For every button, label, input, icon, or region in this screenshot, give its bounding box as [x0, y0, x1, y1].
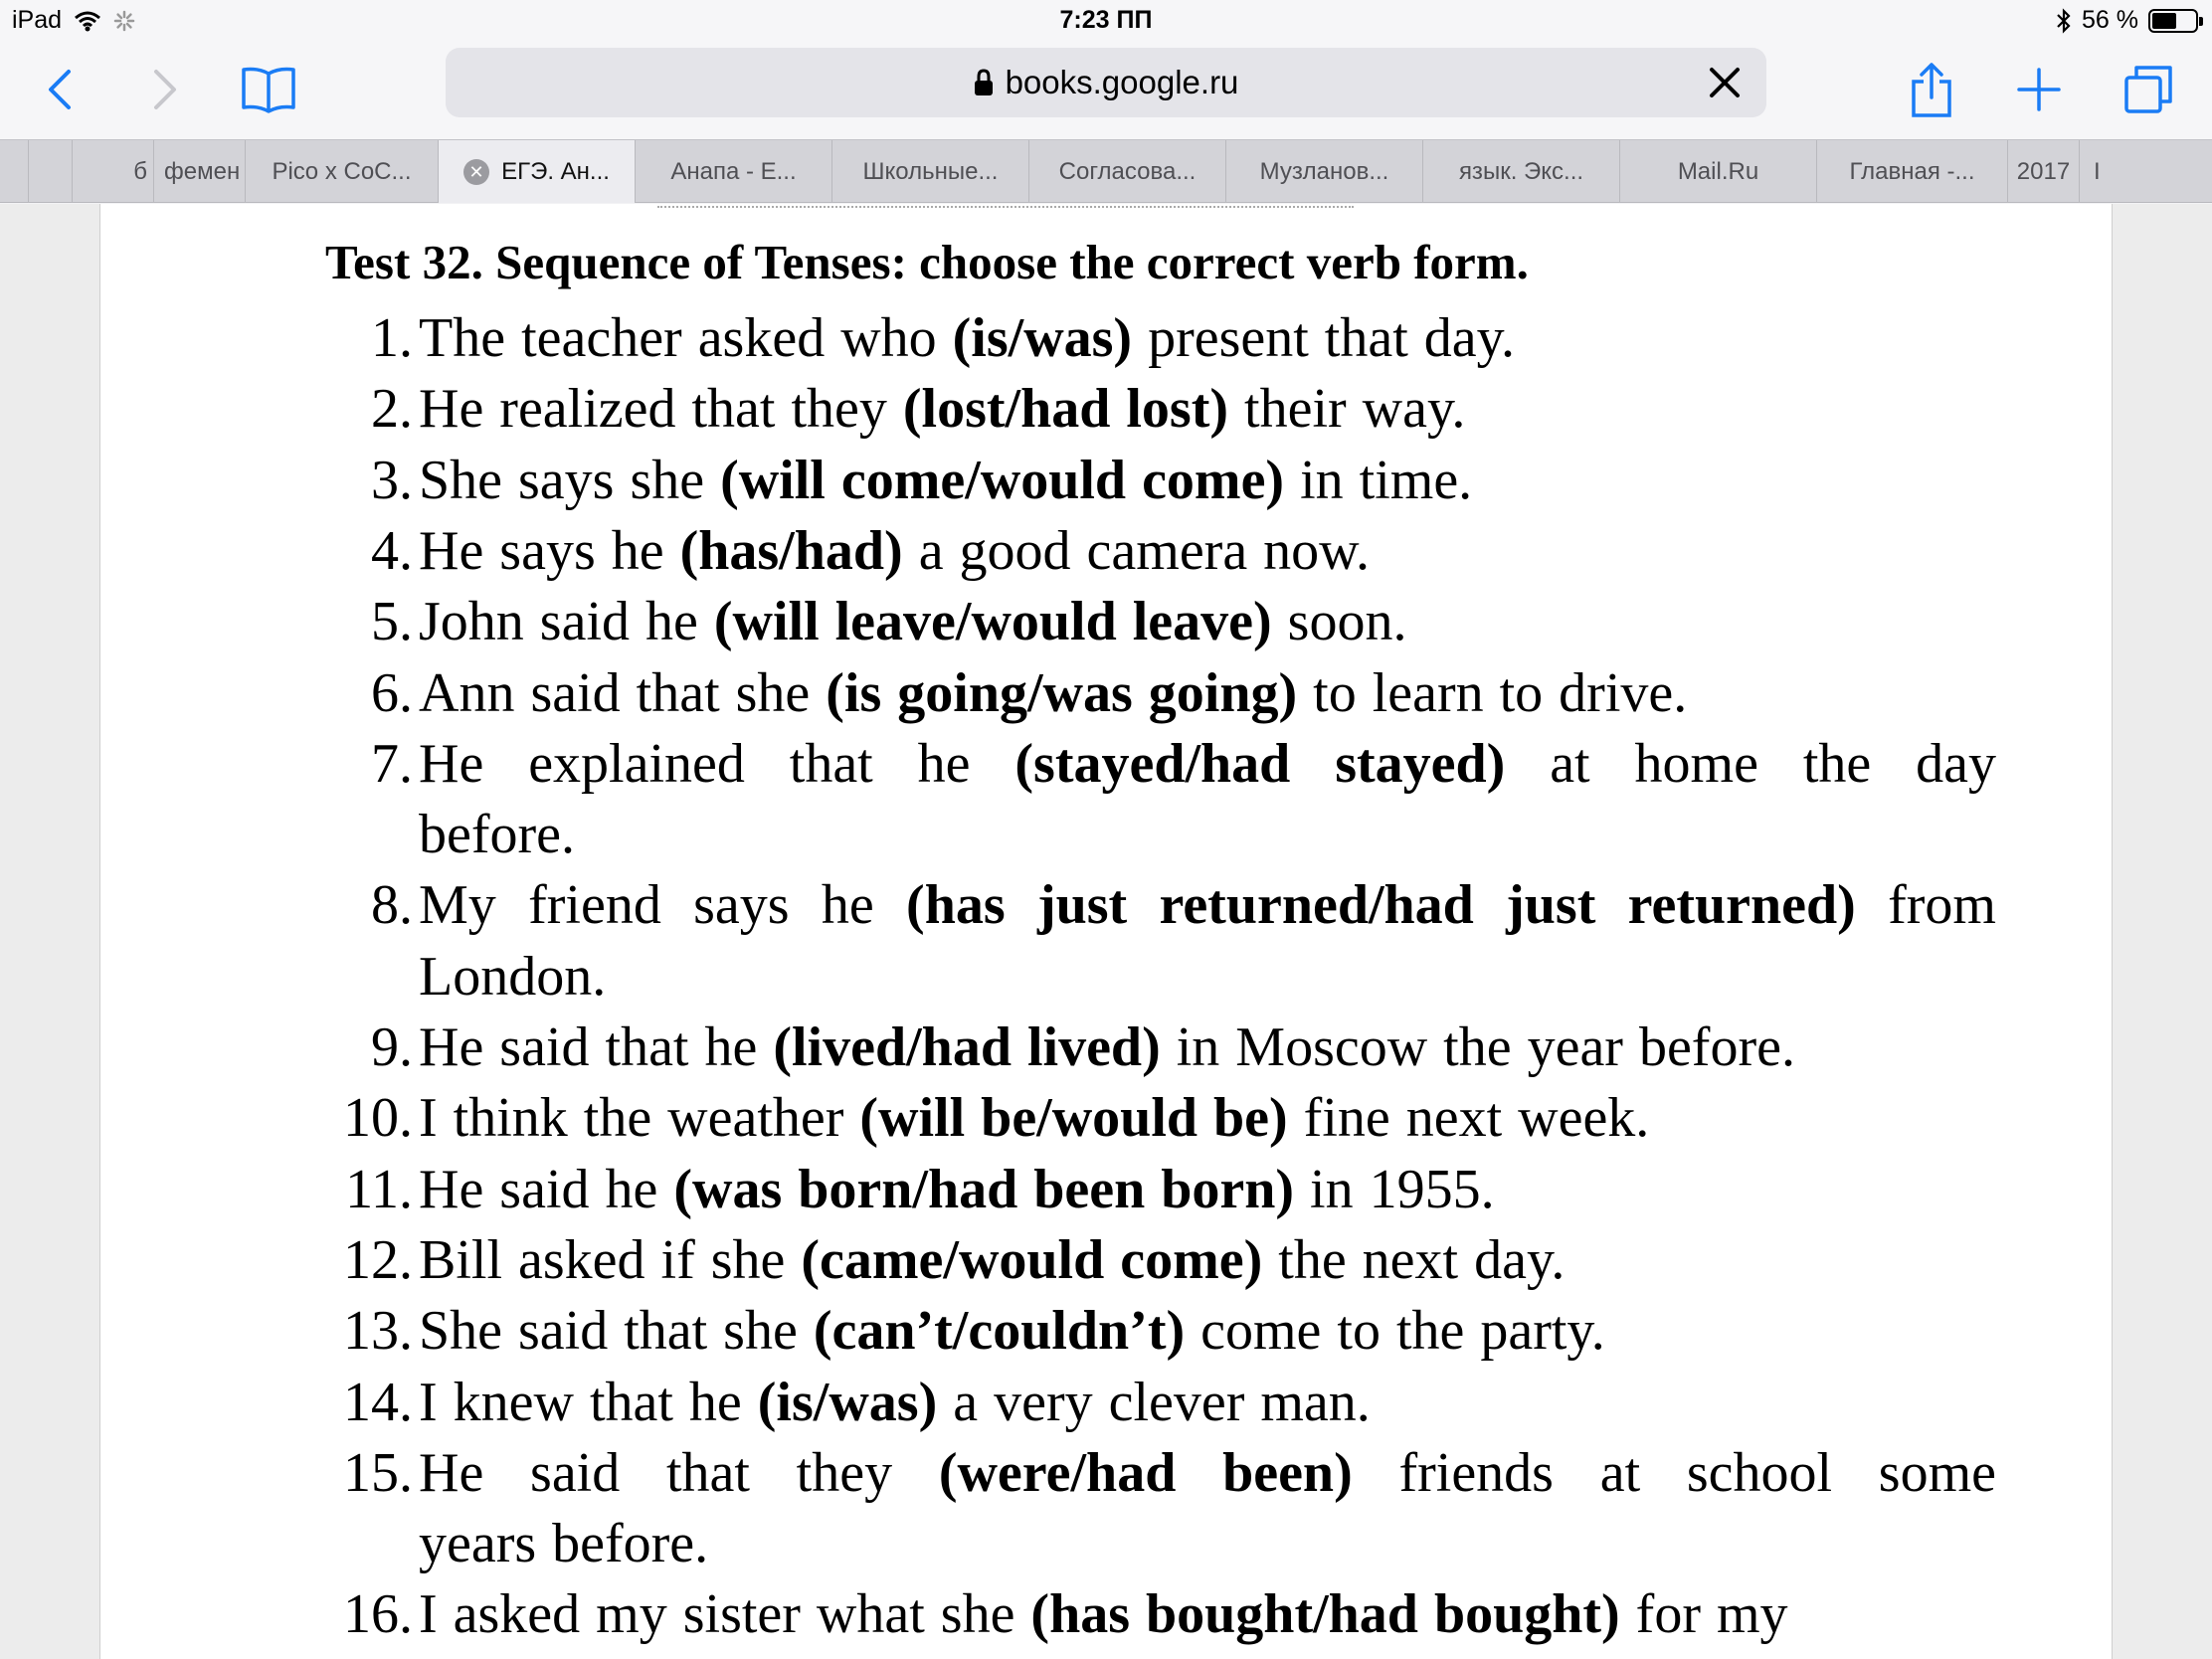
tab-item[interactable]	[2007, 140, 2079, 203]
tab-item[interactable]	[1028, 140, 1225, 203]
answer-choice: (were/had been)	[938, 1441, 1353, 1504]
tab-item[interactable]	[635, 140, 831, 203]
answer-choice: (was born/had been born)	[673, 1158, 1295, 1220]
new-tab-button[interactable]	[2003, 54, 2075, 125]
question-text: I knew that he (is/was) a very clever man.	[419, 1371, 1371, 1433]
tab-item[interactable]	[1225, 140, 1422, 203]
tab-item[interactable]	[245, 140, 438, 203]
answer-choice: (will come/would come)	[720, 449, 1285, 511]
answer-choice: (is/was)	[757, 1371, 938, 1433]
question-number: 1.	[371, 307, 413, 369]
question-item	[100, 1368, 2113, 1438]
forward-button[interactable]	[129, 54, 201, 125]
bluetooth-icon	[2056, 8, 2072, 34]
tab-item[interactable]	[831, 140, 1028, 203]
url-text: books.google.ru	[1005, 64, 1239, 100]
tab-label: 2017	[2016, 157, 2071, 185]
tab-edge	[0, 140, 28, 203]
question-text: The teacher asked who (is/was) present that day.	[419, 307, 1515, 369]
question-text: He realized that they (lost/had lost) their way.	[419, 378, 1466, 441]
question-text-continued: London.	[419, 945, 607, 1008]
book-page	[99, 204, 2113, 1659]
question-item	[100, 1225, 2113, 1296]
question-continuation	[100, 1509, 2113, 1579]
question-text: Bill asked if she (came/would come) the next day.	[419, 1228, 1566, 1291]
question-number: 5.	[371, 591, 413, 653]
book-icon	[240, 66, 297, 113]
question-number: 6.	[371, 661, 413, 724]
question-item	[100, 729, 2113, 800]
share-button[interactable]	[1896, 54, 1967, 125]
tab-label: б	[133, 157, 147, 185]
device-name: iPad	[12, 6, 63, 34]
tab-label: Согласова...	[1058, 157, 1197, 185]
clear-url-button[interactable]	[1701, 59, 1749, 106]
question-number: 16.	[343, 1583, 413, 1646]
plus-icon	[2017, 68, 2061, 111]
question-number: 3.	[371, 449, 413, 511]
web-content	[0, 204, 2212, 1659]
question-number: 9.	[371, 1016, 413, 1078]
tab-label: Главная -...	[1849, 157, 1975, 185]
question-number: 15.	[343, 1441, 413, 1504]
answer-choice: (has/had)	[679, 519, 903, 582]
tab-label: фемен	[164, 157, 241, 185]
answer-choice: (has just returned/had just returned)	[906, 874, 1856, 937]
tab-item[interactable]	[153, 140, 245, 203]
answer-choice: (is/was)	[952, 307, 1133, 369]
lock-icon	[974, 69, 994, 96]
answer-choice: (is going/was going)	[826, 661, 1298, 724]
question-text: She said that she (can’t/couldn’t) come to the party.	[419, 1300, 1605, 1363]
tab-item	[28, 140, 72, 203]
question-item	[100, 1296, 2113, 1367]
question-continuation	[100, 942, 2113, 1013]
question-item	[100, 870, 2113, 941]
answer-choice: (stayed/had stayed)	[1014, 732, 1506, 795]
question-text: John said he (will leave/would leave) soon.	[419, 591, 1407, 653]
bookmarks-button[interactable]	[233, 54, 304, 125]
question-item	[100, 1579, 2113, 1650]
status-right	[2056, 6, 2198, 35]
status-time: 7:23 ПП	[1059, 6, 1153, 34]
question-continuation	[100, 800, 2113, 870]
address-bar[interactable]	[446, 48, 1766, 117]
question-text: He says he (has/had) a good camera now.	[419, 519, 1370, 582]
previous-text-fragment	[657, 204, 1354, 208]
back-button[interactable]	[24, 54, 95, 125]
question-number: 12.	[343, 1228, 413, 1291]
answer-choice: (has bought/had bought)	[1030, 1583, 1620, 1646]
question-item	[100, 446, 2113, 516]
question-number: 14.	[343, 1371, 413, 1433]
question-number: 8.	[371, 874, 413, 937]
tabs-overview-button[interactable]	[2113, 54, 2184, 125]
page-title: Test 32. Sequence of Tenses: choose the correct verb form.	[325, 235, 1529, 289]
question-text: My friend says he (has just returned/had just returned) from	[419, 874, 1996, 937]
question-number: 2.	[371, 378, 413, 441]
status-bar	[0, 0, 2212, 40]
tab-item[interactable]	[1619, 140, 1816, 203]
question-item	[100, 1083, 2113, 1154]
tab-item[interactable]	[72, 140, 153, 203]
question-item	[100, 374, 2113, 445]
tab-item[interactable]	[2079, 140, 2212, 203]
question-item	[100, 303, 2113, 374]
tab-label: I	[2094, 157, 2101, 185]
tab-label: Музланов...	[1259, 157, 1389, 185]
tab-item[interactable]	[1422, 140, 1619, 203]
tabs-icon	[2122, 64, 2174, 115]
question-number: 13.	[343, 1300, 413, 1363]
share-icon	[1910, 62, 1953, 117]
question-item	[100, 1013, 2113, 1083]
question-text-continued: years before.	[419, 1513, 709, 1575]
question-number: 10.	[343, 1087, 413, 1150]
tab-close-icon[interactable]: ✕	[463, 159, 489, 185]
battery-fill	[2152, 13, 2176, 29]
answer-choice: (can’t/couldn’t)	[813, 1300, 1186, 1363]
answer-choice: (came/would come)	[801, 1228, 1263, 1291]
chevron-right-icon	[152, 68, 178, 111]
question-text: She says she (will come/would come) in time.	[419, 449, 1473, 511]
question-item	[100, 516, 2113, 587]
question-number: 4.	[371, 519, 413, 582]
answer-choice: (will leave/would leave)	[713, 591, 1272, 653]
battery-icon	[2148, 9, 2198, 33]
chevron-left-icon	[47, 68, 73, 111]
tab-label: Pico x CoC...	[272, 157, 412, 185]
tab-label: Mail.Ru	[1677, 157, 1759, 185]
question-item	[100, 587, 2113, 657]
question-text: He said that he (lived/had lived) in Moscow the year before.	[419, 1016, 1795, 1078]
question-text-continued: before.	[419, 804, 576, 866]
answer-choice: (will be/would be)	[859, 1087, 1288, 1150]
battery-percent: 56 %	[2082, 6, 2138, 34]
question-number: 11.	[345, 1158, 413, 1220]
question-text: He said he (was born/had been born) in 1955.	[419, 1158, 1495, 1220]
browser-toolbar	[0, 40, 2212, 139]
answer-choice: (lost/had lost)	[902, 378, 1229, 441]
question-item	[100, 1155, 2113, 1225]
tab-item[interactable]	[1816, 140, 2007, 203]
question-text: He explained that he (stayed/had stayed) at home the day	[419, 732, 1996, 795]
tab-label: Школьные...	[862, 157, 999, 185]
question-text: He said that they (were/had been) friends at school some	[419, 1441, 1997, 1504]
question-text: I asked my sister what she (has bought/had bought) for my	[419, 1583, 1788, 1646]
answer-choice: (lived/had lived)	[773, 1016, 1161, 1078]
tab-label: Анапа - Е...	[670, 157, 797, 185]
question-number: 7.	[371, 732, 413, 795]
tab-label: язык. Экс...	[1458, 157, 1584, 185]
question-item	[100, 658, 2113, 729]
question-text: Ann said that she (is going/was going) to learn to drive.	[419, 661, 1688, 724]
question-item	[100, 1438, 2113, 1509]
tab-bar	[0, 139, 2212, 203]
tab-label: ЕГЭ. Ан...	[501, 157, 610, 185]
close-icon	[1709, 67, 1741, 98]
question-text: I think the weather (will be/would be) fine next week.	[419, 1087, 1650, 1150]
tab-active[interactable]	[438, 140, 635, 203]
